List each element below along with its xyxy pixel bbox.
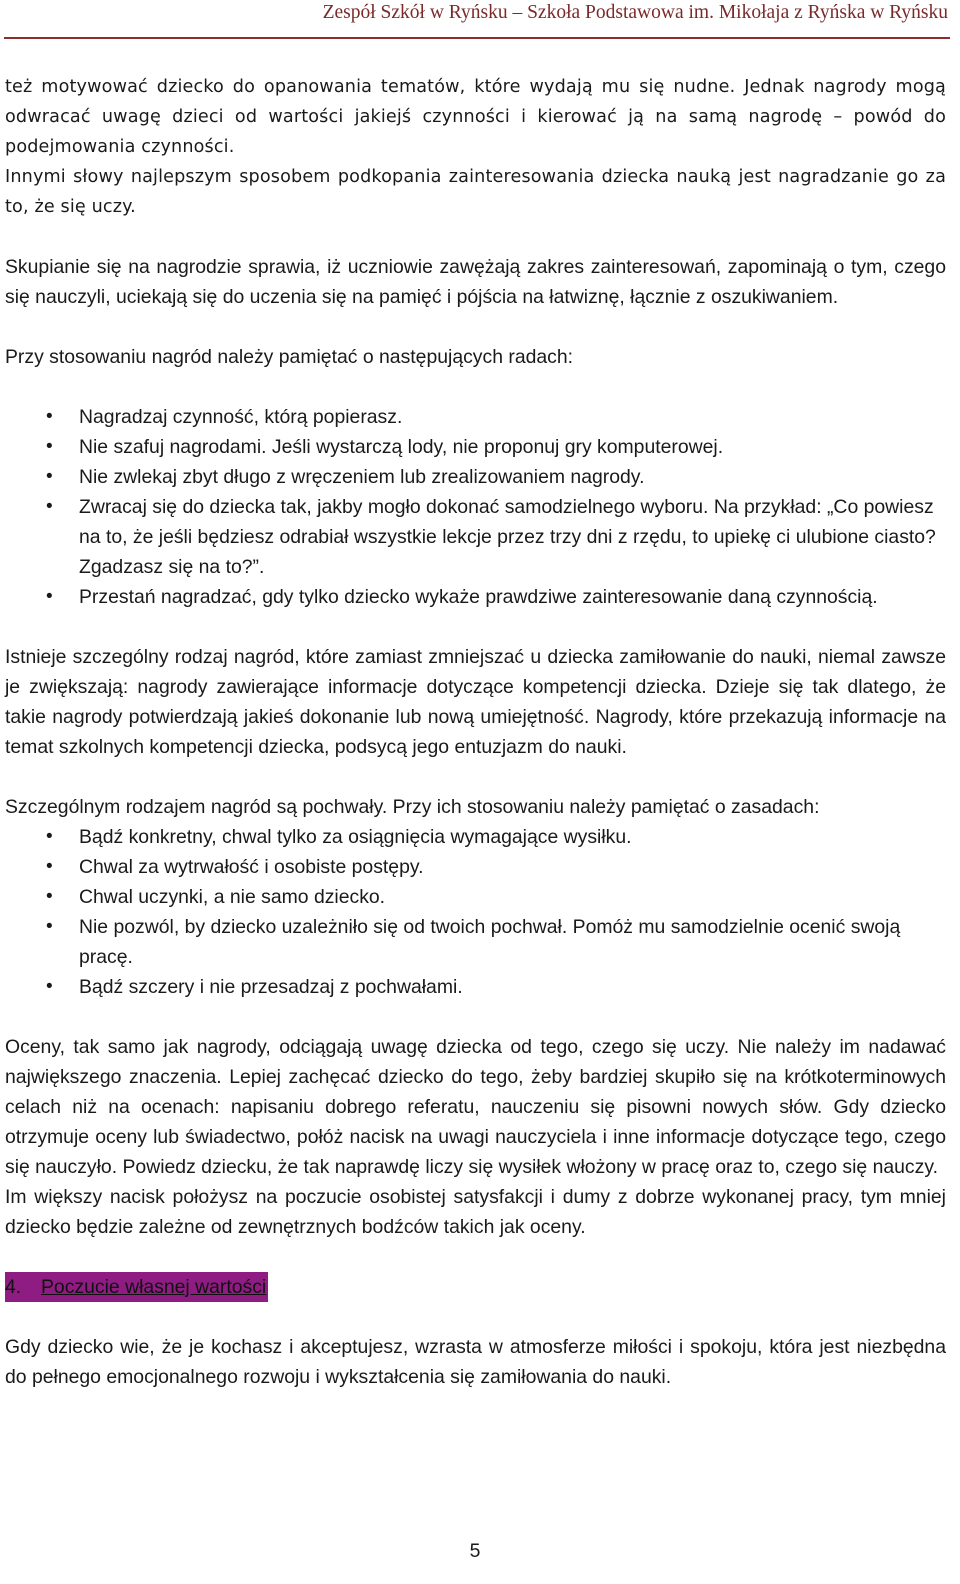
list-item-text: Nagradzaj czynność, którą popierasz. [79,406,403,428]
paragraph-intro-1: też motywować dziecko do opanowania tematów, które wydają mu się nudne. Jednak nagrody mogą odwracać uwagę dzieci od wartości jakiejś czynności i kierować ją na samą nagrodę – powód do podejmowania czynności. [5,77,946,157]
page-number: 5 [469,1540,481,1562]
paragraph-praise-intro: Szczególnym rodzajem nagród są pochwały. Przy ich stosowaniu należy pamiętać o zasadach: [5,796,820,818]
list-item [5,882,946,912]
bullet-icon: • [46,496,53,517]
list-item-text: Nie pozwól, by dziecko uzależniło się od twoich pochwał. Pomóż mu samodzielnie ocenić swoją pracę. [79,916,901,968]
bullet-icon: • [46,826,53,847]
bullet-icon: • [46,856,53,877]
header-rule [4,37,950,39]
praise-list [5,822,946,1002]
list-item [5,852,946,882]
section-heading-highlight [5,1272,268,1302]
list-item-text: Nie szafuj nagrodami. Jeśli wystarczą lody, nie proponuj gry komputerowej. [79,436,724,458]
paragraph-focus: Skupianie się na nagrodzie sprawia, iż uczniowie zawężają zakres zainteresowań, zapominają o tym, czego się nauczyli, uciekają się do uczenia się na pamięć i pójścia na łatwiznę, łącznie z oszukiwaniem. [5,256,946,308]
list-item-text: Bądź konkretny, chwal tylko za osiągnięcia wymagające wysiłku. [79,826,632,848]
list-item [5,972,946,1002]
advice-list [5,402,946,612]
header-title: Zespół Szkół w Ryńsku – Szkoła Podstawowa im. Mikołaja z Ryńska w Ryńsku [322,2,948,23]
paragraph-advice-intro: Przy stosowaniu nagród należy pamiętać o następujących radach: [5,346,574,368]
section-heading [5,1272,946,1302]
bullet-icon: • [46,976,53,997]
paragraph-grades-2: Im większy nacisk położysz na poczucie osobistej satysfakcji i dumy z dobrze wykonanej pracy, tym mniej dziecko będzie zależne od zewnętrznych bodźców takich jak oceny. [5,1186,946,1238]
paragraph-intro-2: Innymi słowy najlepszym sposobem podkopania zainteresowania dziecka nauką jest nagradzanie go za to, że się uczy. [5,167,946,217]
list-item [5,912,946,972]
bullet-icon: • [46,406,53,427]
section-heading-title: Poczucie własnej wartości [41,1276,267,1298]
list-item [5,462,946,492]
list-item-text: Chwal uczynki, a nie samo dziecko. [79,886,386,908]
section-heading-number: 4. [5,1276,22,1298]
list-item [5,492,946,582]
page-header [0,0,960,46]
bullet-icon: • [46,436,53,457]
bullet-icon: • [46,586,53,607]
list-item-text: Przestań nagradzać, gdy tylko dziecko wykaże prawdziwe zainteresowanie daną czynnością. [79,586,878,608]
paragraph-grades: Oceny, tak samo jak nagrody, odciągają uwagę dziecka od tego, czego się uczy. Nie należy im nadawać największego znaczenia. Lepiej zachęcać dziecko do tego, żeby bardziej skupiło się na krótkoterminowych celach niż na ocenach: napisaniu dobrego referatu, nauczeniu się pisowni nowych słów. Gdy dziecko otrzymuje oceny lub świadectwo, połóż nacisk na uwagi nauczyciela i inne informacje dotyczące tego, czego się nauczyło. Powiedz dziecku, że tak naprawdę liczy się wysiłek włożony w pracę oraz to, czego się nauczy. [5,1036,946,1178]
bullet-icon: • [46,886,53,907]
list-item-text: Chwal za wytrwałość i osobiste postępy. [79,856,424,878]
list-item-text: Nie zwlekaj zbyt długo z wręczeniem lub zrealizowaniem nagrody. [79,466,645,488]
bullet-icon: • [46,916,53,937]
list-item [5,432,946,462]
page-content [5,72,946,1392]
list-item [5,582,946,612]
list-item [5,822,946,852]
list-item-text: Zwracaj się do dziecka tak, jakby mogło dokonać samodzielnego wyboru. Na przykład: „Co powiesz na to, że jeśli będziesz odrabiał wszystkie lekcje przez trzy dni z rzędu, to upiekę ci ulubione ciasto? Zgadzasz się na to?”. [79,496,936,578]
bullet-icon: • [46,466,53,487]
list-item-text: Bądź szczery i nie przesadzaj z pochwałami. [79,976,463,998]
paragraph-self-worth: Gdy dziecko wie, że je kochasz i akceptujesz, wzrasta w atmosferze miłości i spokoju, która jest niezbędna do pełnego emocjonalnego rozwoju i wykształcenia się zamiłowania do nauki. [5,1336,946,1388]
paragraph-special-rewards: Istnieje szczególny rodzaj nagród, które zamiast zmniejszać u dziecka zamiłowanie do nauki, niemal zawsze je zwiększają: nagrody zawierające informacje dotyczące kompetencji dziecka. Dzieje się tak dlatego, że takie nagrody potwierdzają jakieś dokonanie lub nową umiejętność. Nagrody, które przekazują informacje na temat szkolnych kompetencji dziecka, podsycą jego entuzjazm do nauki. [5,646,946,758]
list-item [5,402,946,432]
